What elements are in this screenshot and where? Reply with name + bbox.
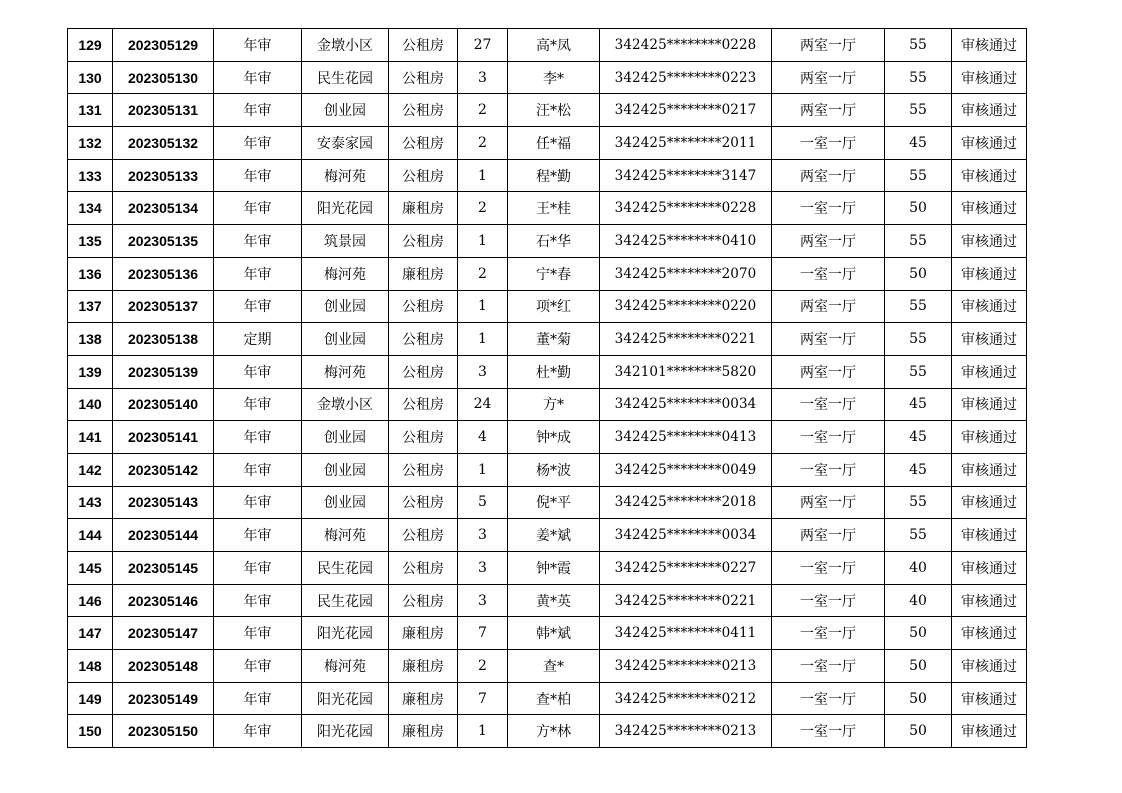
housing-type-cell: 公租房 [389,552,458,585]
seq-no-cell: 138 [68,323,113,356]
seq-no-cell: 142 [68,453,113,486]
housing-type-cell: 公租房 [389,421,458,454]
review-status-cell: 审核通过 [952,584,1027,617]
seq-no-cell: 149 [68,682,113,715]
review-type-cell: 年审 [214,94,302,127]
review-type-cell: 年审 [214,715,302,748]
review-status-cell: 审核通过 [952,29,1027,62]
household-count-cell: 5 [458,486,508,519]
table-row [68,486,1027,519]
table-row [68,519,1027,552]
table-row [68,388,1027,421]
area-cell: 50 [885,257,952,290]
table-row [68,682,1027,715]
review-status-cell: 审核通过 [952,61,1027,94]
review-status-cell: 审核通过 [952,486,1027,519]
table-row [68,192,1027,225]
record-id-cell: 202305140 [113,388,214,421]
id-number-cell: 342425********0227 [600,552,772,585]
unit-layout-cell: 一室一厅 [772,127,885,160]
record-id-cell: 202305150 [113,715,214,748]
housing-type-cell: 廉租房 [389,617,458,650]
applicant-name-cell: 任*福 [508,127,600,160]
seq-no-cell: 135 [68,225,113,258]
review-status-cell: 审核通过 [952,715,1027,748]
review-type-cell: 年审 [214,682,302,715]
area-cell: 55 [885,225,952,258]
table-row [68,552,1027,585]
id-number-cell: 342425********2011 [600,127,772,160]
housing-type-cell: 公租房 [389,94,458,127]
applicant-name-cell: 董*菊 [508,323,600,356]
review-status-cell: 审核通过 [952,519,1027,552]
community-cell: 创业园 [302,94,389,127]
housing-type-cell: 公租房 [389,323,458,356]
household-count-cell: 2 [458,192,508,225]
record-id-cell: 202305134 [113,192,214,225]
community-cell: 安泰家园 [302,127,389,160]
housing-type-cell: 公租房 [389,61,458,94]
review-type-cell: 年审 [214,61,302,94]
household-count-cell: 1 [458,225,508,258]
review-status-cell: 审核通过 [952,388,1027,421]
area-cell: 45 [885,388,952,421]
review-status-cell: 审核通过 [952,552,1027,585]
record-id-cell: 202305146 [113,584,214,617]
area-cell: 50 [885,617,952,650]
applicant-name-cell: 查* [508,650,600,683]
applicant-name-cell: 项*红 [508,290,600,323]
community-cell: 梅河苑 [302,650,389,683]
review-type-cell: 年审 [214,225,302,258]
record-id-cell: 202305132 [113,127,214,160]
applicant-name-cell: 钟*霞 [508,552,600,585]
id-number-cell: 342425********3147 [600,159,772,192]
area-cell: 55 [885,290,952,323]
household-count-cell: 1 [458,453,508,486]
household-count-cell: 1 [458,290,508,323]
review-status-cell: 审核通过 [952,323,1027,356]
household-count-cell: 2 [458,94,508,127]
review-type-cell: 年审 [214,127,302,160]
applicant-name-cell: 高*凤 [508,29,600,62]
id-number-cell: 342425********0221 [600,584,772,617]
housing-type-cell: 公租房 [389,355,458,388]
housing-type-cell: 廉租房 [389,257,458,290]
applicant-name-cell: 方* [508,388,600,421]
seq-no-cell: 146 [68,584,113,617]
review-status-cell: 审核通过 [952,127,1027,160]
table-row [68,453,1027,486]
id-number-cell: 342425********0034 [600,388,772,421]
community-cell: 创业园 [302,323,389,356]
record-id-cell: 202305130 [113,61,214,94]
record-id-cell: 202305144 [113,519,214,552]
unit-layout-cell: 两室一厅 [772,290,885,323]
id-number-cell: 342425********0228 [600,192,772,225]
record-id-cell: 202305143 [113,486,214,519]
unit-layout-cell: 两室一厅 [772,29,885,62]
review-type-cell: 年审 [214,29,302,62]
review-type-cell: 年审 [214,453,302,486]
applicant-name-cell: 石*华 [508,225,600,258]
unit-layout-cell: 一室一厅 [772,650,885,683]
area-cell: 50 [885,682,952,715]
id-number-cell: 342425********0413 [600,421,772,454]
seq-no-cell: 134 [68,192,113,225]
community-cell: 梅河苑 [302,519,389,552]
table-row [68,421,1027,454]
community-cell: 梅河苑 [302,355,389,388]
id-number-cell: 342425********0212 [600,682,772,715]
seq-no-cell: 147 [68,617,113,650]
community-cell: 金墩小区 [302,29,389,62]
review-type-cell: 年审 [214,421,302,454]
id-number-cell: 342425********0049 [600,453,772,486]
table-row [68,355,1027,388]
housing-type-cell: 公租房 [389,388,458,421]
review-status-cell: 审核通过 [952,94,1027,127]
id-number-cell: 342425********0221 [600,323,772,356]
household-count-cell: 4 [458,421,508,454]
area-cell: 55 [885,29,952,62]
applicant-name-cell: 钟*成 [508,421,600,454]
review-status-cell: 审核通过 [952,650,1027,683]
record-id-cell: 202305131 [113,94,214,127]
review-type-cell: 年审 [214,552,302,585]
review-type-cell: 年审 [214,257,302,290]
applicant-name-cell: 倪*平 [508,486,600,519]
id-number-cell: 342101********5820 [600,355,772,388]
housing-type-cell: 公租房 [389,290,458,323]
table-row [68,94,1027,127]
review-status-cell: 审核通过 [952,225,1027,258]
applicant-name-cell: 韩*斌 [508,617,600,650]
applicant-name-cell: 汪*松 [508,94,600,127]
area-cell: 55 [885,323,952,356]
housing-type-cell: 公租房 [389,519,458,552]
community-cell: 创业园 [302,453,389,486]
household-count-cell: 7 [458,617,508,650]
review-type-cell: 年审 [214,159,302,192]
household-count-cell: 24 [458,388,508,421]
table-row [68,715,1027,748]
records-table [67,28,1027,748]
seq-no-cell: 150 [68,715,113,748]
household-count-cell: 1 [458,323,508,356]
review-status-cell: 审核通过 [952,453,1027,486]
seq-no-cell: 143 [68,486,113,519]
record-id-cell: 202305137 [113,290,214,323]
area-cell: 55 [885,61,952,94]
id-number-cell: 342425********0213 [600,650,772,683]
community-cell: 阳光花园 [302,682,389,715]
unit-layout-cell: 两室一厅 [772,225,885,258]
review-status-cell: 审核通过 [952,192,1027,225]
review-type-cell: 年审 [214,388,302,421]
table-row [68,290,1027,323]
applicant-name-cell: 黄*英 [508,584,600,617]
record-id-cell: 202305136 [113,257,214,290]
seq-no-cell: 139 [68,355,113,388]
review-status-cell: 审核通过 [952,355,1027,388]
community-cell: 阳光花园 [302,192,389,225]
seq-no-cell: 141 [68,421,113,454]
seq-no-cell: 137 [68,290,113,323]
area-cell: 55 [885,355,952,388]
household-count-cell: 7 [458,682,508,715]
area-cell: 40 [885,584,952,617]
area-cell: 50 [885,650,952,683]
unit-layout-cell: 一室一厅 [772,421,885,454]
applicant-name-cell: 王*桂 [508,192,600,225]
household-count-cell: 3 [458,61,508,94]
applicant-name-cell: 杨*波 [508,453,600,486]
seq-no-cell: 131 [68,94,113,127]
record-id-cell: 202305149 [113,682,214,715]
housing-type-cell: 廉租房 [389,715,458,748]
unit-layout-cell: 一室一厅 [772,682,885,715]
seq-no-cell: 145 [68,552,113,585]
community-cell: 筑景园 [302,225,389,258]
household-count-cell: 3 [458,355,508,388]
unit-layout-cell: 一室一厅 [772,192,885,225]
area-cell: 50 [885,715,952,748]
record-id-cell: 202305139 [113,355,214,388]
review-type-cell: 年审 [214,650,302,683]
area-cell: 45 [885,127,952,160]
household-count-cell: 3 [458,552,508,585]
seq-no-cell: 132 [68,127,113,160]
table-row [68,61,1027,94]
seq-no-cell: 144 [68,519,113,552]
id-number-cell: 342425********0217 [600,94,772,127]
review-type-cell: 年审 [214,519,302,552]
housing-type-cell: 公租房 [389,486,458,519]
table-row [68,257,1027,290]
table-row [68,617,1027,650]
table-row [68,127,1027,160]
id-number-cell: 342425********2018 [600,486,772,519]
community-cell: 民生花园 [302,61,389,94]
id-number-cell: 342425********0223 [600,61,772,94]
unit-layout-cell: 两室一厅 [772,519,885,552]
housing-type-cell: 公租房 [389,584,458,617]
seq-no-cell: 148 [68,650,113,683]
housing-type-cell: 公租房 [389,159,458,192]
unit-layout-cell: 一室一厅 [772,715,885,748]
community-cell: 民生花园 [302,584,389,617]
seq-no-cell: 133 [68,159,113,192]
area-cell: 55 [885,519,952,552]
area-cell: 40 [885,552,952,585]
table-row [68,323,1027,356]
household-count-cell: 2 [458,127,508,160]
record-id-cell: 202305147 [113,617,214,650]
unit-layout-cell: 两室一厅 [772,355,885,388]
record-id-cell: 202305145 [113,552,214,585]
unit-layout-cell: 一室一厅 [772,453,885,486]
id-number-cell: 342425********0220 [600,290,772,323]
community-cell: 金墩小区 [302,388,389,421]
area-cell: 55 [885,486,952,519]
table-body [68,29,1027,748]
id-number-cell: 342425********0411 [600,617,772,650]
record-id-cell: 202305133 [113,159,214,192]
area-cell: 55 [885,159,952,192]
review-type-cell: 年审 [214,290,302,323]
table-row [68,584,1027,617]
review-status-cell: 审核通过 [952,290,1027,323]
household-count-cell: 27 [458,29,508,62]
id-number-cell: 342425********2070 [600,257,772,290]
area-cell: 45 [885,453,952,486]
unit-layout-cell: 一室一厅 [772,388,885,421]
applicant-name-cell: 李* [508,61,600,94]
review-status-cell: 审核通过 [952,617,1027,650]
applicant-name-cell: 程*勤 [508,159,600,192]
id-number-cell: 342425********0213 [600,715,772,748]
unit-layout-cell: 两室一厅 [772,61,885,94]
applicant-name-cell: 方*林 [508,715,600,748]
household-count-cell: 2 [458,257,508,290]
table-row [68,650,1027,683]
community-cell: 阳光花园 [302,715,389,748]
record-id-cell: 202305148 [113,650,214,683]
area-cell: 55 [885,94,952,127]
housing-type-cell: 廉租房 [389,650,458,683]
housing-type-cell: 公租房 [389,225,458,258]
community-cell: 创业园 [302,290,389,323]
unit-layout-cell: 两室一厅 [772,94,885,127]
review-type-cell: 年审 [214,192,302,225]
applicant-name-cell: 宁*春 [508,257,600,290]
review-type-cell: 定期 [214,323,302,356]
community-cell: 创业园 [302,421,389,454]
area-cell: 50 [885,192,952,225]
housing-type-cell: 廉租房 [389,192,458,225]
household-count-cell: 3 [458,519,508,552]
record-id-cell: 202305129 [113,29,214,62]
applicant-name-cell: 姜*斌 [508,519,600,552]
id-number-cell: 342425********0034 [600,519,772,552]
community-cell: 阳光花园 [302,617,389,650]
unit-layout-cell: 一室一厅 [772,552,885,585]
table-row [68,29,1027,62]
unit-layout-cell: 两室一厅 [772,323,885,356]
record-id-cell: 202305141 [113,421,214,454]
unit-layout-cell: 一室一厅 [772,584,885,617]
household-count-cell: 1 [458,159,508,192]
review-status-cell: 审核通过 [952,257,1027,290]
review-status-cell: 审核通过 [952,682,1027,715]
housing-type-cell: 公租房 [389,29,458,62]
seq-no-cell: 136 [68,257,113,290]
seq-no-cell: 129 [68,29,113,62]
record-id-cell: 202305142 [113,453,214,486]
record-id-cell: 202305138 [113,323,214,356]
household-count-cell: 1 [458,715,508,748]
review-type-cell: 年审 [214,355,302,388]
housing-type-cell: 公租房 [389,127,458,160]
household-count-cell: 2 [458,650,508,683]
household-count-cell: 3 [458,584,508,617]
id-number-cell: 342425********0410 [600,225,772,258]
table-row [68,225,1027,258]
seq-no-cell: 130 [68,61,113,94]
area-cell: 45 [885,421,952,454]
review-type-cell: 年审 [214,617,302,650]
review-type-cell: 年审 [214,486,302,519]
table-row [68,159,1027,192]
seq-no-cell: 140 [68,388,113,421]
review-status-cell: 审核通过 [952,421,1027,454]
applicant-name-cell: 杜*勤 [508,355,600,388]
unit-layout-cell: 一室一厅 [772,617,885,650]
unit-layout-cell: 一室一厅 [772,257,885,290]
community-cell: 创业园 [302,486,389,519]
unit-layout-cell: 两室一厅 [772,486,885,519]
housing-type-cell: 公租房 [389,453,458,486]
community-cell: 梅河苑 [302,257,389,290]
applicant-name-cell: 查*柏 [508,682,600,715]
review-status-cell: 审核通过 [952,159,1027,192]
community-cell: 民生花园 [302,552,389,585]
community-cell: 梅河苑 [302,159,389,192]
housing-type-cell: 廉租房 [389,682,458,715]
review-type-cell: 年审 [214,584,302,617]
id-number-cell: 342425********0228 [600,29,772,62]
unit-layout-cell: 两室一厅 [772,159,885,192]
record-id-cell: 202305135 [113,225,214,258]
